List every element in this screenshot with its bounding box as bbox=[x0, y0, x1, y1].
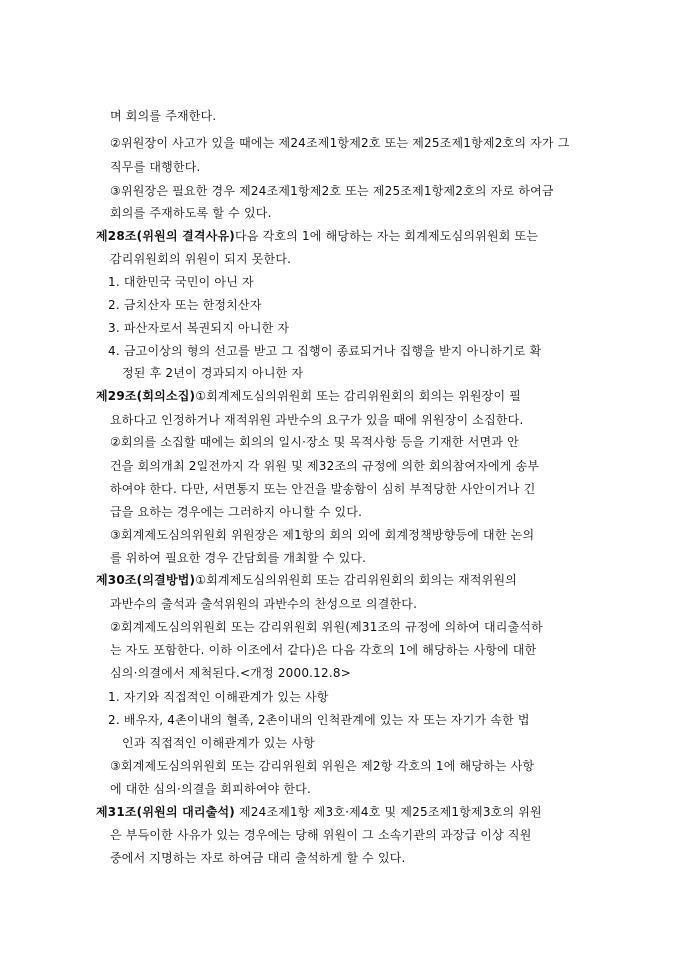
text-line: 회의를 주재하도록 할 수 있다. bbox=[110, 206, 272, 220]
list-item: 2. 금치산자 또는 한정치산자 bbox=[108, 298, 262, 312]
list-item: 4. 금고이상의 형의 선고를 받고 그 집행이 종료되거나 집행을 받지 아니하기로 확 bbox=[108, 344, 542, 358]
article-31-heading: 제31조(위원의 대리출석) bbox=[96, 805, 235, 819]
text-line: ②위원장이 사고가 있을 때에는 제24조제1항제2호 또는 제25조제1항제2호의 자가 그 bbox=[110, 136, 570, 150]
article-30-heading: 제30조(의결방법) bbox=[96, 573, 196, 587]
text-line: 과반수의 출석과 출석위원의 과반수의 찬성으로 의결한다. bbox=[110, 597, 418, 611]
article-29-heading: 제29조(회의소집) bbox=[96, 389, 196, 403]
article-28-heading: 제28조(위원의 결격사유) bbox=[96, 229, 235, 243]
text-line: 심의·의결에서 제척된다.<개정 2000.12.8> bbox=[110, 666, 351, 680]
text-line: 중에서 지명하는 자로 하여금 대리 출석하게 할 수 있다. bbox=[110, 851, 406, 865]
article-28-text: 다음 각호의 1에 해당하는 자는 회계제도심의위원회 또는 bbox=[234, 229, 539, 243]
list-item-continuation: 정된 후 2년이 경과되지 아니한 자 bbox=[122, 366, 304, 380]
text-line: ②회의를 소집할 때에는 회의의 일시·장소 및 목적사항 등을 기재한 서면과 안 bbox=[110, 435, 519, 449]
text-line: 하여야 한다. 다만, 서면통지 또는 안건을 발송함이 심히 부적당한 사안이거나 긴 bbox=[110, 482, 536, 496]
text-line: 급을 요하는 경우에는 그러하지 아니할 수 있다. bbox=[110, 505, 363, 519]
text-line: 직무를 대행한다. bbox=[110, 160, 201, 174]
list-item: 1. 대한민국 국민이 아닌 자 bbox=[108, 275, 254, 289]
article-30-line bbox=[96, 572, 517, 588]
article-31-text: 제24조제1항 제3호·제4호 및 제25조제1항제3호의 위원 bbox=[234, 805, 542, 819]
list-item-continuation: 인과 직접적인 이해관계가 있는 사항 bbox=[122, 736, 315, 750]
text-line: 은 부득이한 사유가 있는 경우에는 당해 위원이 그 소속기관의 과장급 이상 직원 bbox=[110, 828, 532, 842]
text-line: ③회계제도심의위원회 위원장은 제1항의 회의 외에 회계정책방향등에 대한 논의 bbox=[110, 528, 535, 542]
text-line: ③위원장은 필요한 경우 제24조제1항제2호 또는 제25조제1항제2호의 자로 하여금 bbox=[110, 184, 554, 198]
text-line: 건을 회의개최 2일전까지 각 위원 및 제32조의 규정에 의한 회의참여자에게 송부 bbox=[110, 459, 540, 473]
text-line: ③회계제도심의위원회 또는 감리위원회 위원은 제2항 각호의 1에 해당하는 사항 bbox=[110, 759, 535, 773]
text-line: ②회계제도심의위원회 또는 감리위원회 위원(제31조의 규정에 의하여 대리출석하 bbox=[110, 620, 543, 634]
text-line: 를 위하여 필요한 경우 간담회를 개최할 수 있다. bbox=[110, 551, 367, 565]
article-29-line bbox=[96, 388, 521, 404]
text-line: 감리위원회의 위원이 되지 못한다. bbox=[110, 252, 292, 266]
text-line: 요하다고 인정하거나 재적위원 과반수의 요구가 있을 때에 위원장이 소집한다. bbox=[110, 413, 524, 427]
text-line: 며 회의를 주재한다. bbox=[110, 109, 217, 123]
article-28-line bbox=[96, 228, 538, 244]
text-line: 에 대한 심의·의결을 회피하여야 한다. bbox=[110, 782, 311, 796]
text-line: 는 자도 포함한다. 이하 이조에서 같다)은 다음 각호의 1에 해당하는 사항에 대한 bbox=[110, 643, 537, 657]
article-31-line bbox=[96, 804, 542, 820]
list-item: 3. 파산자로서 복권되지 아니한 자 bbox=[108, 321, 290, 335]
article-29-text: ①회계제도심의위원회 또는 감리위원회의 회의는 위원장이 필 bbox=[195, 389, 522, 403]
list-item: 2. 배우자, 4촌이내의 혈족, 2촌이내의 인척관계에 있는 자 또는 자기가 속한 법 bbox=[108, 713, 530, 727]
list-item: 1. 자기와 직접적인 이해관계가 있는 사항 bbox=[108, 690, 329, 704]
article-30-text: ①회계제도심의위원회 또는 감리위원회의 회의는 재적위원의 bbox=[195, 573, 518, 587]
